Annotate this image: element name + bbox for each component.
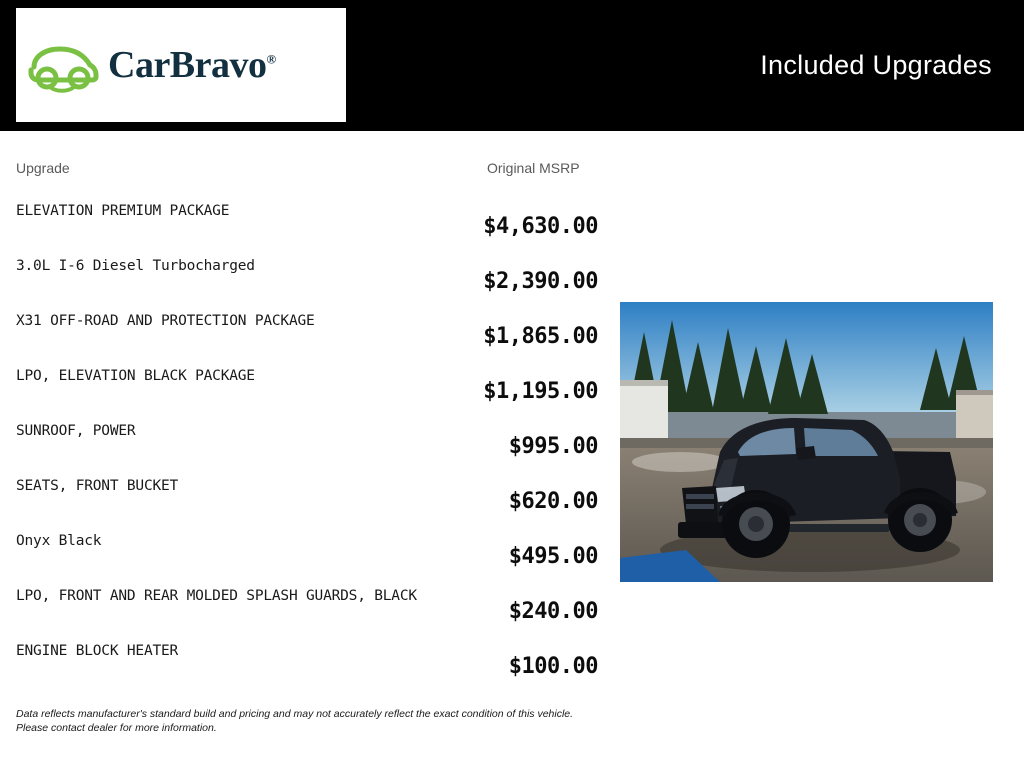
upgrade-label: SEATS, FRONT BUCKET (16, 478, 179, 494)
upgrade-label: SUNROOF, POWER (16, 423, 136, 439)
upgrade-price: $495.00 (508, 544, 598, 569)
table-row (0, 410, 600, 465)
vehicle-photo (620, 302, 993, 582)
upgrades-table (0, 190, 600, 685)
table-row (0, 630, 600, 685)
column-header-upgrade: Upgrade (16, 160, 70, 176)
table-row (0, 465, 600, 520)
column-header-msrp: Original MSRP (487, 160, 580, 176)
upgrade-label: ELEVATION PREMIUM PACKAGE (16, 203, 230, 219)
disclaimer-line-2: Please contact dealer for more information. (16, 722, 217, 735)
disclaimer-line-1: Data reflects manufacturer's standard build and pricing and may not accurately reflect the exact condition of this vehicle. (16, 708, 574, 720)
upgrade-price: $620.00 (508, 489, 598, 514)
brand-logo (16, 8, 346, 122)
table-row (0, 355, 600, 410)
brand-name: CarBravo® (108, 44, 276, 86)
table-row (0, 575, 600, 630)
table-row (0, 300, 600, 355)
upgrade-price: $1,195.00 (483, 379, 598, 404)
page-header (0, 0, 1024, 131)
upgrade-price: $240.00 (508, 599, 598, 624)
registered-mark: ® (266, 51, 276, 67)
upgrade-label: LPO, FRONT AND REAR MOLDED SPLASH GUARDS, BLACK (16, 588, 417, 604)
upgrade-price: $4,630.00 (483, 214, 598, 239)
table-row (0, 520, 600, 575)
table-row (0, 245, 600, 300)
car-icon (26, 37, 100, 93)
page-title: Included Upgrades (760, 50, 992, 80)
disclaimer (16, 707, 636, 735)
upgrade-price: $995.00 (508, 434, 598, 459)
table-row (0, 190, 600, 245)
upgrade-label: Onyx Black (16, 533, 102, 549)
upgrade-label: ENGINE BLOCK HEATER (16, 643, 179, 659)
upgrade-label: X31 OFF-ROAD AND PROTECTION PACKAGE (16, 313, 315, 329)
upgrade-price: $100.00 (508, 654, 598, 679)
upgrade-label: 3.0L I-6 Diesel Turbocharged (16, 258, 255, 274)
upgrade-label: LPO, ELEVATION BLACK PACKAGE (16, 368, 255, 384)
upgrade-price: $2,390.00 (483, 269, 598, 294)
upgrade-price: $1,865.00 (483, 324, 598, 349)
